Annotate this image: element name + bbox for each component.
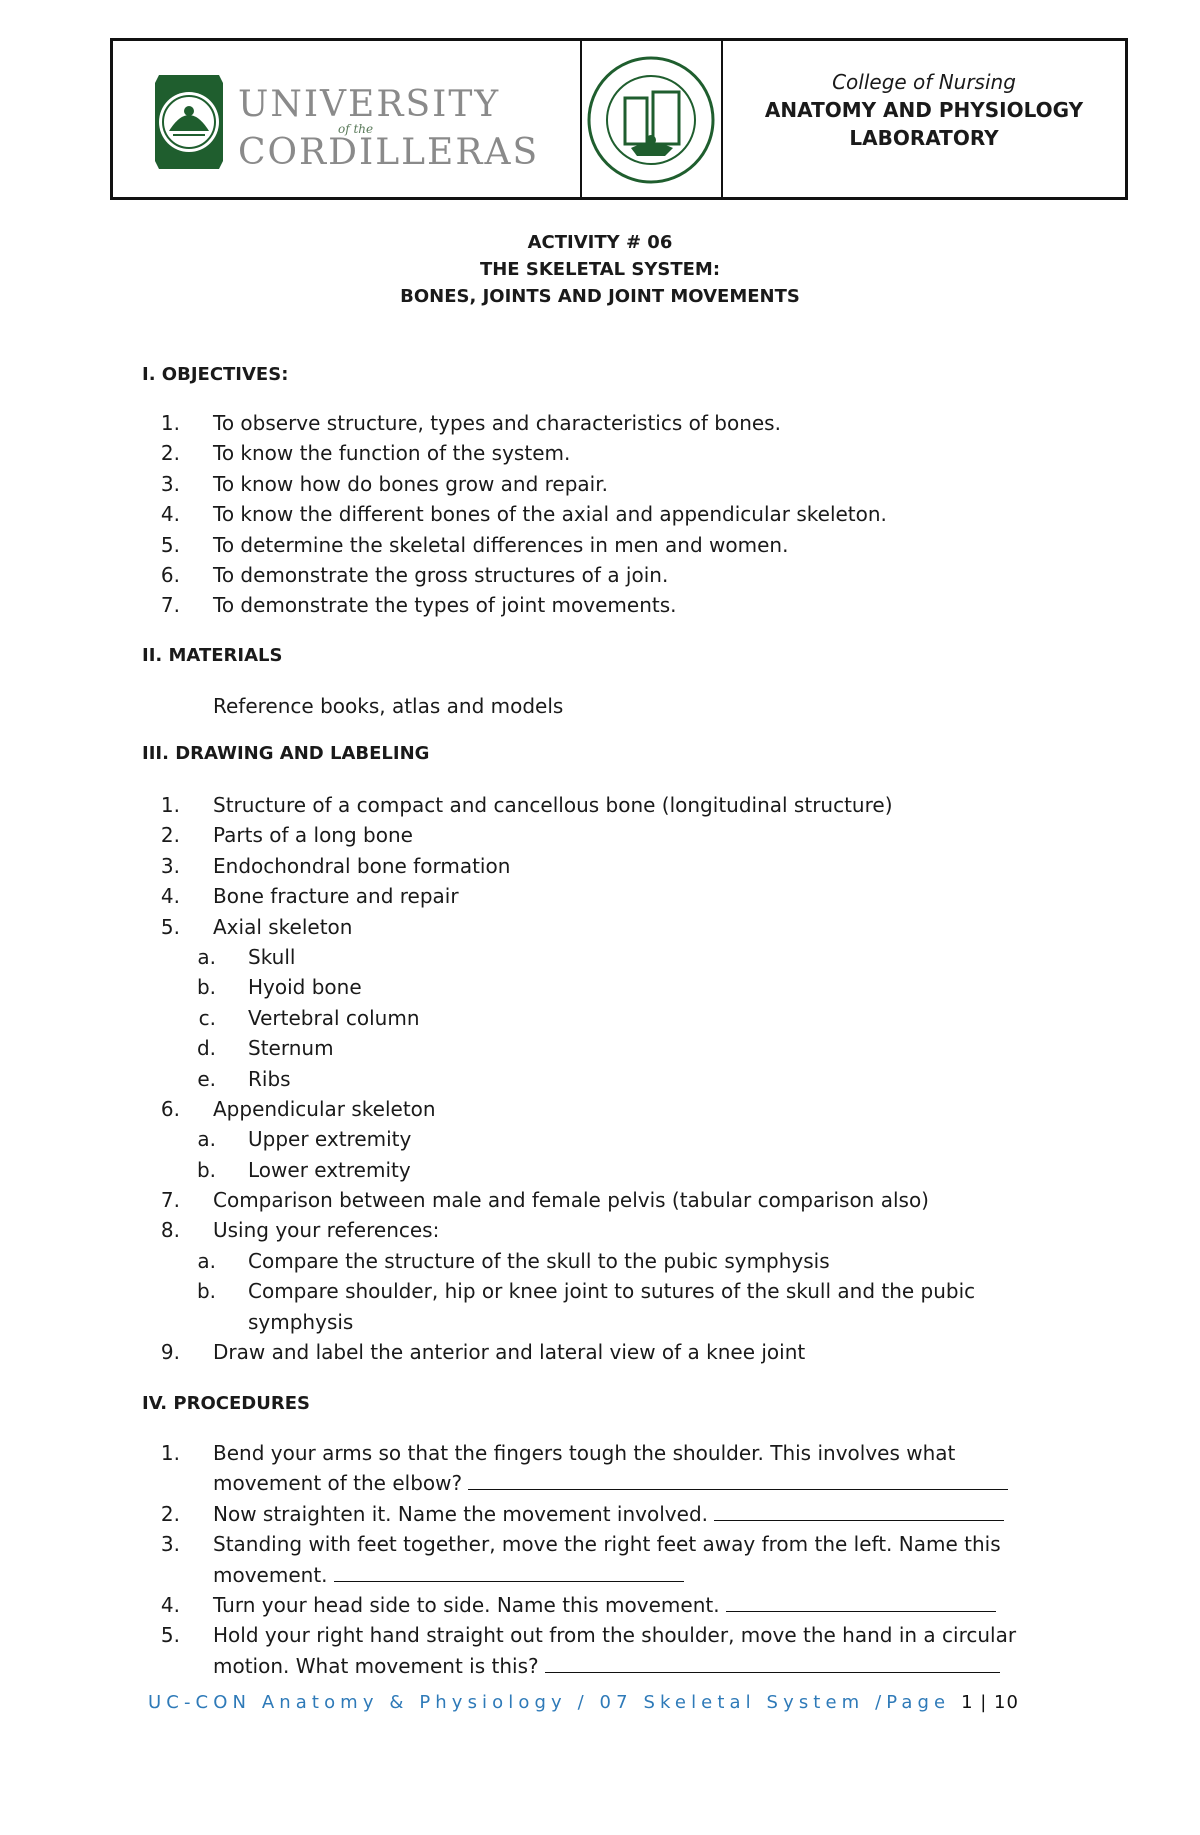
item-number: 4.	[160, 1592, 180, 1617]
item-text: Turn your head side to side. Name this movement.	[213, 1592, 720, 1617]
university-wordmark	[238, 84, 540, 173]
item-number: c.	[198, 1005, 216, 1030]
objective-item	[0, 408, 1200, 438]
drawing-heading: III. DRAWING AND LABELING	[142, 743, 430, 764]
drawing-item	[0, 1155, 1200, 1185]
answer-blank[interactable]	[334, 1561, 684, 1582]
item-text: To demonstrate the types of joint movements.	[213, 593, 677, 618]
item-text: Compare the structure of the skull to the pubic symphysis	[248, 1248, 830, 1273]
item-text: To demonstrate the gross structures of a join.	[213, 562, 669, 587]
university-seal-icon	[151, 69, 227, 175]
item-text: Sternum	[248, 1036, 334, 1061]
drawing-item	[0, 912, 1200, 942]
objectives-list	[0, 408, 1200, 621]
drawing-item	[0, 942, 1200, 972]
procedure-item	[0, 1438, 1200, 1468]
page-footer	[148, 1692, 1019, 1713]
drawing-list	[0, 790, 1200, 1367]
item-text: Comparison between male and female pelvis (tabular comparison also)	[213, 1188, 929, 1213]
item-text: Bend your arms so that the fingers tough the shoulder. This involves what	[213, 1441, 956, 1465]
item-text: Hold your right hand straight out from the shoulder, move the hand in a circular	[213, 1623, 1017, 1648]
item-number: 6.	[160, 562, 180, 587]
drawing-item	[0, 790, 1200, 820]
item-text: Bone fracture and repair	[213, 884, 459, 909]
item-line	[213, 1499, 1004, 1529]
item-text: Endochondral bone formation	[213, 853, 511, 878]
item-text: To know the function of the system.	[213, 441, 571, 466]
item-number: 1.	[160, 1441, 180, 1465]
item-number: 7.	[160, 593, 180, 618]
item-text: Standing with feet together, move the right feet away from the left. Name this	[213, 1532, 1001, 1557]
item-number: e.	[197, 1066, 216, 1091]
item-number: a.	[197, 1248, 216, 1273]
procedure-item	[0, 1499, 1200, 1529]
university-of: of the	[338, 122, 374, 136]
item-text: movement.	[213, 1562, 328, 1587]
item-number: 3.	[160, 1532, 180, 1557]
answer-blank[interactable]	[468, 1469, 1008, 1490]
drawing-item	[0, 1064, 1200, 1094]
materials-text: Reference books, atlas and models	[213, 694, 564, 718]
item-text: Vertebral column	[248, 1005, 420, 1030]
drawing-item	[0, 1033, 1200, 1063]
item-number: 1.	[160, 793, 180, 817]
college-title-cell	[723, 41, 1125, 197]
item-number: d.	[196, 1036, 216, 1061]
item-text: Ribs	[248, 1066, 291, 1091]
procedure-item	[0, 1620, 1200, 1650]
objective-item	[0, 560, 1200, 590]
objective-item	[0, 530, 1200, 560]
activity-title	[0, 229, 1200, 310]
objective-item	[0, 438, 1200, 468]
item-number: 7.	[160, 1188, 180, 1213]
drawing-item	[0, 1246, 1200, 1276]
drawing-item	[0, 1185, 1200, 1215]
item-number: 4.	[160, 502, 180, 527]
materials-heading: II. MATERIALS	[142, 645, 283, 666]
item-number: 2.	[160, 823, 180, 848]
item-text: Appendicular skeleton	[213, 1096, 436, 1121]
item-number: a.	[197, 1127, 216, 1152]
answer-blank[interactable]	[714, 1500, 1004, 1521]
item-number: b.	[196, 975, 216, 1000]
answer-blank[interactable]	[545, 1652, 1000, 1673]
item-text: symphysis	[248, 1309, 354, 1334]
lab-title-line1: ANATOMY AND PHYSIOLOGY	[764, 98, 1084, 122]
drawing-item	[0, 1307, 1200, 1337]
item-text: To observe structure, types and characteristics of bones.	[213, 411, 781, 435]
procedure-item	[0, 1560, 1200, 1590]
answer-blank[interactable]	[726, 1591, 996, 1612]
procedure-item	[0, 1529, 1200, 1559]
item-text: Upper extremity	[248, 1127, 412, 1152]
item-text: Compare shoulder, hip or knee joint to sutures of the skull and the pubic	[248, 1279, 976, 1304]
college-seal-cell	[582, 41, 723, 197]
procedure-item	[0, 1468, 1200, 1498]
item-number: 2.	[160, 1501, 180, 1526]
item-text: To determine the skeletal differences in men and women.	[213, 532, 789, 557]
drawing-item	[0, 881, 1200, 911]
item-number: 3.	[160, 853, 180, 878]
item-text: Axial skeleton	[213, 914, 353, 939]
item-number: 5.	[160, 532, 180, 557]
item-number: b.	[196, 1279, 216, 1304]
drawing-item	[0, 1337, 1200, 1367]
drawing-item	[0, 851, 1200, 881]
item-number: 3.	[160, 471, 180, 496]
item-number: 5.	[160, 1623, 180, 1648]
college-name: College of Nursing	[832, 70, 1016, 94]
university-line2: CORDILLERAS	[238, 132, 540, 173]
item-number: 1.	[160, 411, 180, 435]
item-number: a.	[197, 944, 216, 969]
objectives-heading: I. OBJECTIVES:	[142, 364, 289, 385]
footer-text: UC-CON Anatomy & Physiology / 07 Skeletal System /Page	[148, 1692, 951, 1713]
procedure-item	[0, 1590, 1200, 1620]
item-text: Skull	[248, 944, 296, 969]
drawing-item	[0, 1094, 1200, 1124]
objective-item	[0, 590, 1200, 620]
college-of-nursing-seal-icon	[585, 48, 717, 193]
item-number: 4.	[160, 884, 180, 909]
item-text: Now straighten it. Name the movement involved.	[213, 1501, 708, 1526]
objective-item	[0, 469, 1200, 499]
procedure-item	[0, 1651, 1200, 1681]
item-text: Using your references:	[213, 1218, 440, 1243]
item-number: 9.	[160, 1340, 180, 1365]
drawing-item	[0, 1276, 1200, 1306]
item-line	[213, 1560, 684, 1590]
activity-number: ACTIVITY # 06	[527, 232, 673, 253]
university-logo-cell	[113, 41, 582, 197]
item-line	[213, 1468, 1008, 1498]
item-text: Parts of a long bone	[213, 823, 413, 848]
item-number: b.	[196, 1157, 216, 1182]
item-number: 2.	[160, 441, 180, 466]
document-header	[110, 38, 1128, 200]
item-text: motion. What movement is this?	[213, 1653, 539, 1678]
procedures-heading: IV. PROCEDURES	[142, 1393, 310, 1414]
drawing-item	[0, 972, 1200, 1002]
item-line	[213, 1590, 996, 1620]
procedures-list	[0, 1438, 1200, 1681]
item-text: Draw and label the anterior and lateral view of a knee joint	[213, 1340, 806, 1365]
item-number: 8.	[160, 1218, 180, 1243]
drawing-item	[0, 1124, 1200, 1154]
drawing-item	[0, 1003, 1200, 1033]
drawing-item	[0, 1215, 1200, 1245]
lab-title-line2: LABORATORY	[849, 126, 999, 150]
item-text: Structure of a compact and cancellous bone (longitudinal structure)	[213, 793, 893, 817]
objective-item	[0, 499, 1200, 529]
item-text: movement of the elbow?	[213, 1471, 463, 1496]
item-text: Lower extremity	[248, 1157, 411, 1182]
drawing-item	[0, 820, 1200, 850]
activity-topic: THE SKELETAL SYSTEM:	[479, 259, 721, 280]
item-number: 5.	[160, 914, 180, 939]
activity-subtopic: BONES, JOINTS AND JOINT MOVEMENTS	[400, 286, 800, 307]
item-text: Hyoid bone	[248, 975, 362, 1000]
item-line	[213, 1651, 1000, 1681]
item-number: 6.	[160, 1096, 180, 1121]
item-text: To know the different bones of the axial and appendicular skeleton.	[213, 502, 887, 527]
item-text: To know how do bones grow and repair.	[213, 471, 608, 496]
page-number: 1 | 10	[961, 1692, 1019, 1713]
university-line1: UNIVERSITY	[238, 84, 501, 125]
